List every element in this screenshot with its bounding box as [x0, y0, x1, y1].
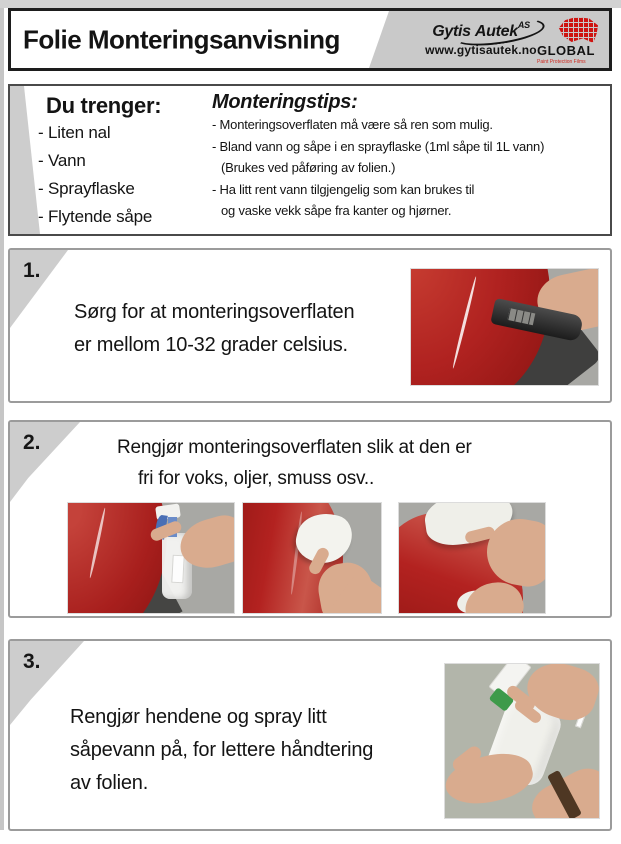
requirements-title: Du trenger: — [46, 93, 162, 118]
step-text-line: Rengjør monteringsoverflaten slik at den er — [117, 437, 472, 458]
step-2-photo-wipe-2 — [398, 502, 546, 614]
step-3-photo-hands — [444, 663, 600, 819]
tip-line: - Ha litt rent vann tilgjengelig som kan brukes til — [212, 181, 475, 197]
page-edge-left — [0, 0, 4, 830]
step-1-photo-thermometer — [410, 268, 599, 386]
brand-website: www.gytisautek.no — [425, 43, 537, 57]
step-text-line: såpevann på, for lettere håndtering — [70, 739, 374, 761]
brand-name-gytis: Gytis — [432, 23, 471, 40]
step-number: 3. — [23, 650, 41, 673]
requirements-column — [38, 93, 162, 231]
step-text-line: er mellom 10-32 grader celsius. — [74, 334, 348, 356]
step-text-line: Rengjør hendene og spray litt — [70, 706, 327, 728]
global-logo-name: GLOBAL — [537, 43, 595, 58]
step-text-line: fri for voks, oljer, smuss osv.. — [138, 468, 375, 489]
global-logo-tagline: Paint Protection Films — [537, 59, 586, 65]
step-2-text — [117, 432, 472, 494]
brand-suffix: AS — [517, 20, 530, 30]
tips-title: Monteringstips: — [212, 91, 358, 113]
step-2-panel — [8, 420, 612, 618]
step-1-panel — [8, 248, 612, 403]
requirement-item: - Flytende såpe — [38, 207, 153, 226]
step-number: 1. — [23, 259, 41, 282]
tip-line: - Monteringsoverflaten må være så ren som mulig. — [212, 117, 493, 132]
requirement-item: - Vann — [38, 151, 86, 170]
thermometer-display — [507, 308, 535, 325]
step-3-text — [70, 701, 373, 800]
brand-name-autek: Autek — [474, 23, 518, 40]
step-3-panel — [8, 639, 612, 831]
page-edge-bottom — [0, 0, 621, 8]
step-2-photo-spray — [67, 502, 235, 614]
corner-triangle — [10, 422, 80, 502]
requirement-item: - Liten nal — [38, 123, 111, 142]
step-1-text — [74, 296, 354, 362]
tip-line: og vaske vekk såpe fra kanter og hjørner. — [221, 203, 452, 218]
requirement-item: - Sprayflaske — [38, 179, 135, 198]
step-2-photo-wipe-1 — [242, 502, 382, 614]
requirements-and-tips-panel — [8, 84, 612, 236]
gytis-autek-logo — [411, 20, 551, 57]
bottle-label — [171, 555, 184, 584]
page-title: Folie Monteringsanvisning — [23, 24, 340, 54]
tip-line: (Brukes ved påføring av folien.) — [221, 160, 396, 175]
tip-line: - Bland vann og såpe i en sprayflaske (1ml såpe til 1L vann) — [212, 138, 545, 154]
tips-column — [212, 91, 612, 222]
step-text-line: av folien. — [70, 772, 149, 794]
step-number: 2. — [23, 431, 41, 454]
step-text-line: Sørg for at monteringsoverflaten — [74, 301, 355, 323]
brand-name — [411, 20, 551, 41]
header — [8, 8, 612, 71]
